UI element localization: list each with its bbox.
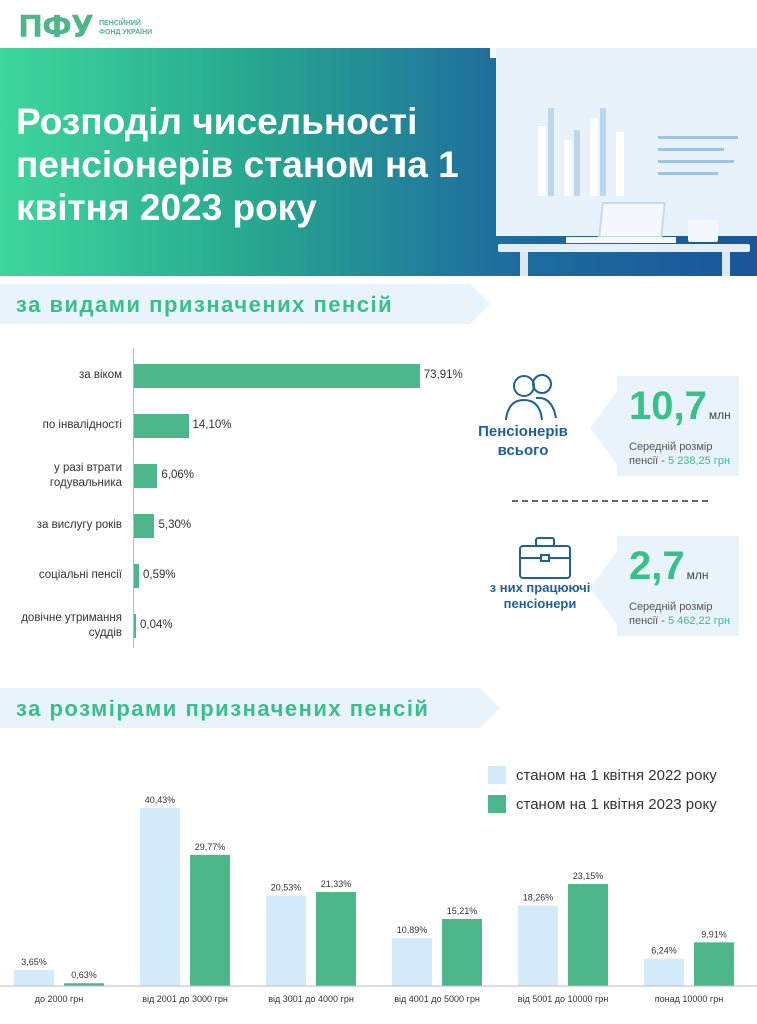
value-label: 18,26% [522, 892, 554, 903]
page-title: Розподіл чисельності пенсіонерів станом на 1 квітня 2023 року [16, 101, 459, 228]
stat-value: 10,7 млн [629, 384, 731, 428]
category-label: соціальні пенсії [38, 569, 122, 581]
value-label: 40,43% [144, 794, 176, 805]
stat-value: 2,7 млн [629, 544, 709, 588]
section-header-amounts: за розмірами призначених пенсій [0, 688, 480, 728]
bar [568, 884, 608, 986]
value-label: 0,59% [143, 569, 176, 581]
bar [392, 938, 432, 986]
category-label: від 3001 до 4000 грн [268, 994, 354, 1004]
hero-banner [0, 48, 757, 276]
cup-illustration [688, 220, 718, 242]
stat-box [617, 536, 739, 636]
category-label: за вислугу років [36, 519, 122, 531]
category-label: у разі втрати годувальника [49, 462, 122, 489]
category-label: понад 10000 грн [654, 994, 724, 1004]
divider [512, 500, 708, 502]
stat-description: Середній розмір пенсії - 5 462,22 грн [629, 601, 731, 627]
category-label: по інвалідності [42, 419, 122, 431]
briefcase-icon [518, 536, 572, 580]
category-label: від 4001 до 5000 грн [394, 994, 480, 1004]
bar [442, 919, 482, 986]
bar [134, 514, 154, 538]
category-label: від 2001 до 3000 грн [142, 994, 228, 1004]
value-label: 0,63% [71, 970, 97, 981]
bar [316, 892, 356, 986]
bar [134, 364, 420, 388]
logo-mark: ПФУ [18, 10, 93, 45]
bar [694, 942, 734, 986]
bar [140, 808, 180, 986]
bar [134, 464, 157, 488]
category-label: до 2000 грн [34, 994, 84, 1004]
value-label: 73,91% [423, 369, 463, 381]
desk-illustration [498, 244, 750, 252]
value-label: 29,77% [194, 841, 226, 852]
bar [134, 614, 136, 638]
value-label: 15,21% [446, 906, 478, 917]
value-label: 23,15% [572, 871, 604, 882]
category-label: за віком [79, 369, 122, 381]
value-label: 14,10% [192, 419, 232, 431]
people-icon [500, 372, 564, 422]
value-label: 3,65% [21, 956, 47, 967]
card-caption: з них працюючі пенсіонери [489, 580, 591, 611]
section-header-types: за видами призначених пенсій [0, 284, 470, 324]
card-caption: Пенсіонерів всього [478, 423, 568, 459]
category-label: від 5001 до 10000 грн [517, 994, 609, 1004]
bar [134, 564, 139, 588]
category-label: довічне утримання суддів [21, 612, 122, 639]
bar [644, 959, 684, 986]
value-label: 21,33% [320, 879, 352, 890]
legend-item-2023: станом на 1 квітня 2023 року [488, 795, 717, 813]
stat-box [617, 376, 739, 476]
logo [18, 10, 159, 45]
logo-text: ПЕНСІЙНИЙ ФОНД УКРАЇНИ [99, 19, 153, 36]
bar [190, 855, 230, 986]
pension-amounts-chart [0, 760, 757, 1024]
bar [518, 906, 558, 986]
bar [266, 896, 306, 986]
bar [14, 970, 54, 986]
y-axis-line [133, 348, 134, 648]
laptop-illustration [598, 202, 666, 238]
legend-item-2022: станом на 1 квітня 2022 року [488, 766, 717, 784]
pension-types-chart [0, 348, 490, 652]
value-label: 0,04% [140, 619, 173, 631]
value-label: 9,91% [701, 929, 727, 940]
value-label: 20,53% [270, 882, 302, 893]
stat-description: Середній розмір пенсії - 5 238,25 грн [629, 441, 731, 467]
value-label: 6,24% [651, 945, 677, 956]
value-label: 6,06% [161, 469, 195, 481]
value-label: 5,30% [158, 519, 192, 531]
value-label: 10,89% [396, 925, 428, 936]
bar [134, 414, 189, 438]
